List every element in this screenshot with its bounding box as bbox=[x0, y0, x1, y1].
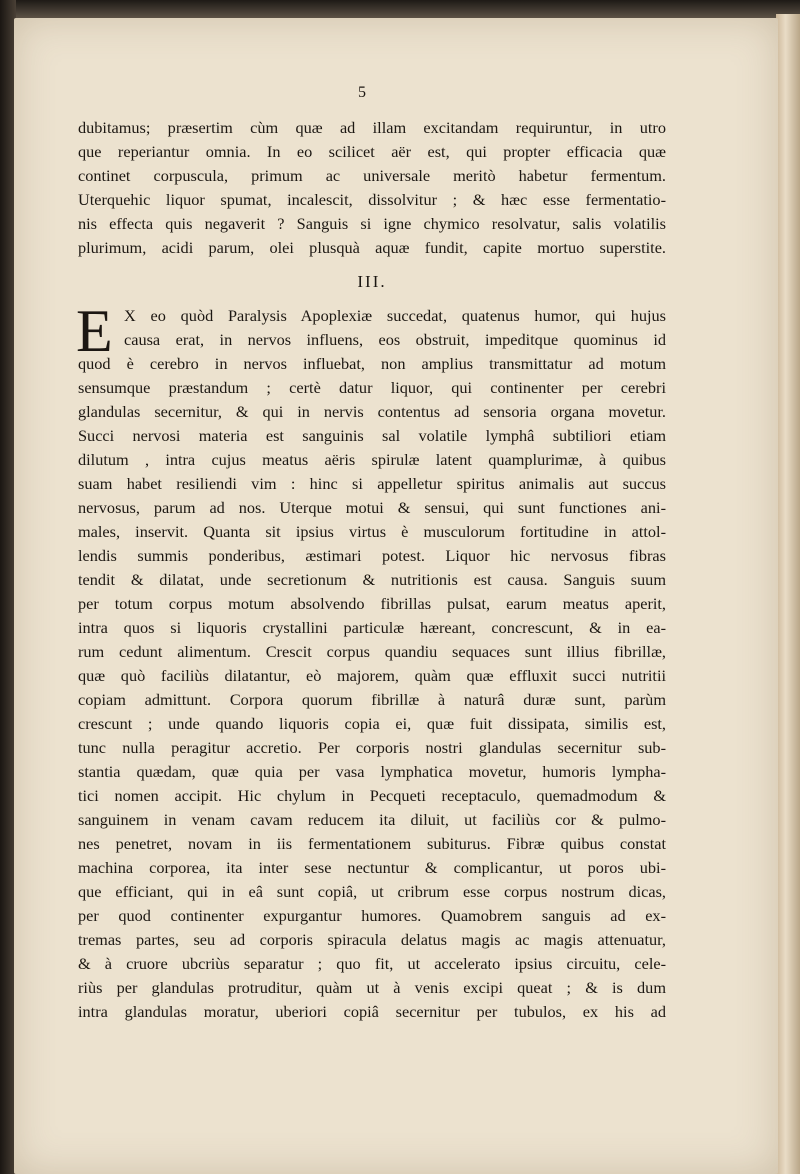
text-line: causa erat, in nervos influens, eos obstruit, impeditque quominus id bbox=[124, 330, 666, 349]
text-line: tremas partes, seu ad corporis spiracula delatus magis ac magis attenuatur, bbox=[78, 930, 666, 949]
text-line: Uterquehic liquor spumat, incalescit, dissolvitur ; & hæc esse fermentatio- bbox=[78, 190, 666, 209]
text-line: intra quos si liquoris crystallini particulæ hæreant, concrescunt, & in ea- bbox=[78, 618, 666, 637]
page-text bbox=[78, 116, 666, 1024]
text-line: per totum corpus motum absolvendo fibrillas pulsat, earum meatus aperit, bbox=[78, 594, 666, 613]
text-line: quod è cerebro in nervos influebat, non amplius transmittatur ad motum bbox=[78, 354, 666, 373]
text-line: machina corporea, ita inter sese nectuntur & complicantur, ut poros ubi- bbox=[78, 858, 666, 877]
text-line: dilutum , intra cujus meatus aëris spirulæ latent quamplurimæ, à quibus bbox=[78, 450, 666, 469]
text-line: males, inservit. Quanta sit ipsius virtus è musculorum fortitudine in attol- bbox=[78, 522, 666, 541]
text-line: copiam admittunt. Corpora quorum fibrillæ à naturâ duræ sunt, parùm bbox=[78, 690, 666, 709]
text-line: Succi nervosi materia est sanguinis sal volatile lymphâ subtiliori etiam bbox=[78, 426, 666, 445]
text-line: & à cruore ubcriùs separatur ; quo fit, ut accelerato ipsius circuitu, cele- bbox=[78, 954, 666, 973]
text-line: X eo quòd Paralysis Apoplexiæ succedat, quatenus humor, qui hujus bbox=[124, 306, 666, 325]
text-line: suam habet resiliendi vim : hinc si appelletur spiritus animalis aut succus bbox=[78, 474, 666, 493]
text-line: stantia quædam, quæ quia per vasa lymphatica movetur, humoris lympha- bbox=[78, 762, 666, 781]
text-line: que efficiant, qui in eâ sunt copiâ, ut cribrum esse corpus nostrum dicas, bbox=[78, 882, 666, 901]
text-line: nis effecta quis negaverit ? Sanguis si igne chymico resolvatur, salis volatilis bbox=[78, 214, 666, 233]
text-line: plurimum, acidi parum, olei plusquà aquæ fundit, capite mortuo superstite. bbox=[78, 238, 666, 257]
section-heading: III. bbox=[357, 272, 387, 291]
text-line: glandulas secernitur, & qui in nervis contentus ad sensoria organa movetur. bbox=[78, 402, 666, 421]
paragraph-2 bbox=[76, 298, 666, 1024]
text-line: intra glandulas moratur, uberiori copiâ secernitur per tubulos, ex his ad bbox=[78, 1002, 666, 1021]
text-line: crescunt ; unde quando liquoris copia ei, quæ fuit dissipata, similis est, bbox=[78, 714, 666, 733]
text-line: sensumque præstandum ; certè datur liquor, qui continenter per cerebri bbox=[78, 378, 666, 397]
text-line: que reperiantur omnia. In eo scilicet aër est, qui propter efficacia quæ bbox=[78, 142, 666, 161]
text-line: tici nomen accipit. Hic chylum in Pecqueti receptaculo, quemadmodum & bbox=[78, 786, 666, 805]
text-line: dubitamus; præsertim cùm quæ ad illam excitandam requiruntur, in utro bbox=[78, 118, 666, 137]
text-line: nervosus, parum ad nos. Uterque motui & sensui, qui sunt functiones ani- bbox=[78, 498, 666, 517]
text-line: tendit & dilatat, unde secretionum & nutritionis est causa. Sanguis suum bbox=[78, 570, 666, 589]
text-line: quæ quò faciliùs dilatantur, eò majorem, quàm quæ effluxit succi nutritii bbox=[78, 666, 666, 685]
text-line: per quod continenter expurgantur humores. Quamobrem sanguis ad ex- bbox=[78, 906, 666, 925]
book-page-edges bbox=[776, 14, 800, 1174]
text-line: tunc nulla peragitur accretio. Per corporis nostri glandulas secernitur sub- bbox=[78, 738, 666, 757]
text-line: sanguinem in venam cavam reducem ita diluit, ut faciliùs cor & pulmo- bbox=[78, 810, 666, 829]
paragraph-1 bbox=[78, 116, 666, 260]
text-line: continet corpuscula, primum ac universale meritò habetur fermentum. bbox=[78, 166, 666, 185]
text-line: nes penetret, novam in iis fermentationem subiturus. Fibræ quibus constat bbox=[78, 834, 666, 853]
text-line: riùs per glandulas protruditur, quàm ut à venis excipi queat ; & is dum bbox=[78, 978, 666, 997]
drop-cap-letter: E bbox=[76, 298, 113, 364]
page-number: 5 bbox=[358, 84, 366, 101]
text-line: lendis summis ponderibus, æstimari potest. Liquor hic nervosus fibras bbox=[78, 546, 666, 565]
text-line: rum cedunt alimentum. Crescit corpus quandiu sequaces sunt illius fibrillæ, bbox=[78, 642, 666, 661]
